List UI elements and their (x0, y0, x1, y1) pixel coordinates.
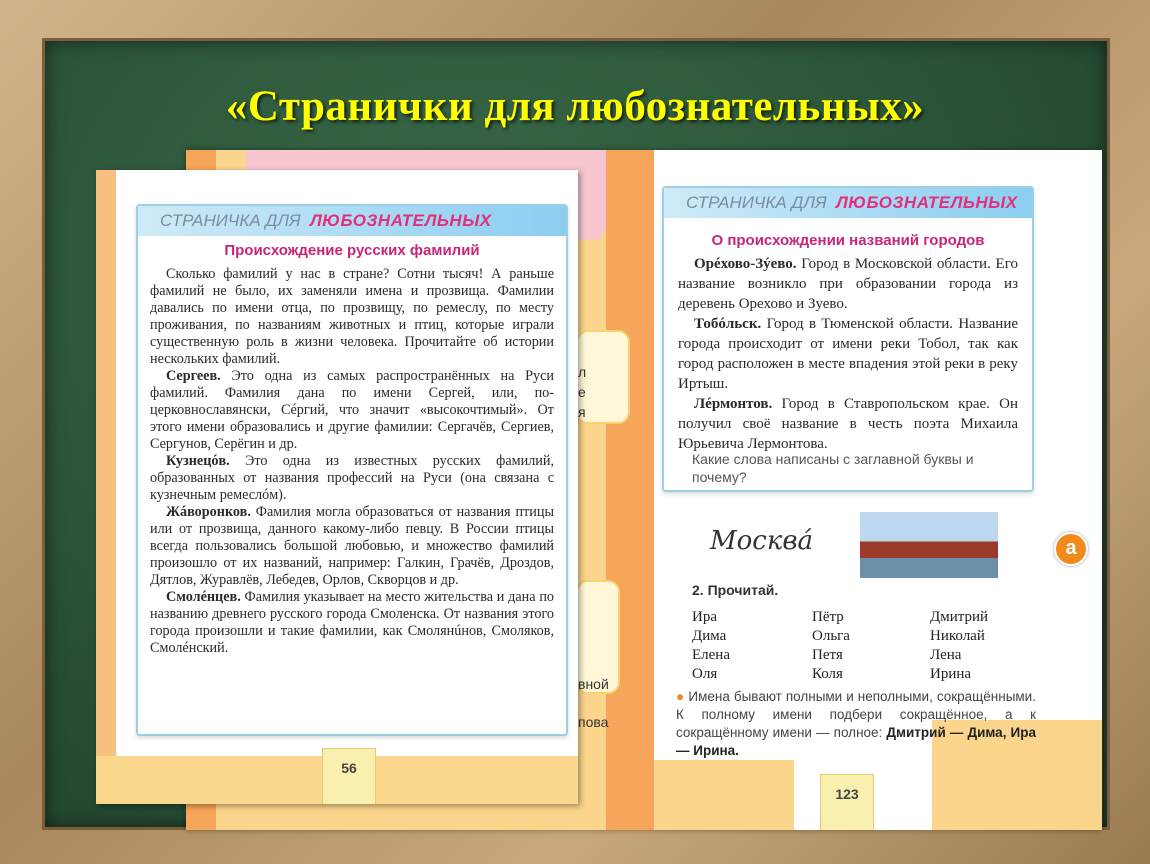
paragraph: Город в Московской области. Его название возникло при образовании города из деревень Орехово и Зуево. (678, 256, 1018, 312)
term: Тобóльск. (694, 316, 762, 332)
paragraph: Сколько фамилий у нас в стране? Сотни тысяч! А раньше фамилий не было, их заменяли имена и прозвища. Фамилии давались по имени отца, по прозвищу, по ремеслу, по месту проживания, по названиям животных и птиц, которые играли существенную роль в жизни человека. Прочитайте об истории нескольких фамилий. (150, 266, 554, 367)
box-body (150, 266, 554, 657)
term: Жáворонков. (166, 504, 251, 520)
text-fragment: вной (578, 676, 609, 692)
header-label: СТРАНИЧКА ДЛЯ (686, 193, 827, 212)
box-subtitle: О происхождении названий городов (711, 232, 985, 249)
box-question: Какие слова написаны с заглавной буквы и почему? (692, 451, 974, 485)
slide-title: «Странички для любознательных» (225, 83, 925, 130)
term: Лéрмонтов. (694, 396, 773, 412)
curiosity-box-cities (662, 186, 1034, 492)
letter-a-icon: а (1054, 532, 1088, 566)
note-example: Дмитрий — Дима, Ира — Ирина. (676, 725, 1036, 758)
names-column-2 (812, 608, 850, 684)
name-item: Ира (692, 609, 717, 625)
header-label-colored: ЛЮБОЗНАТЕЛЬНЫХ (836, 193, 1018, 212)
name-item: Дима (692, 628, 727, 644)
handwritten-word: Москвá (710, 526, 813, 556)
text-fragment: е (578, 384, 586, 400)
right-page (654, 150, 1102, 830)
page-number: 123 (820, 774, 874, 830)
bullet-icon: ● (676, 689, 685, 704)
header-label-colored: ЛЮБОЗНАТЕЛЬНЫХ (310, 211, 492, 230)
name-item: Коля (812, 666, 843, 682)
text-fragment: пова (578, 714, 609, 730)
task-title: 2. Прочитай. (692, 582, 779, 598)
page-number: 56 (322, 748, 376, 804)
paragraph: Это одна из самых распространённых на Руси фамилий. Фамилия дана по имени Сергей, или, по-церковнославянски, Сéргий, что значит «высокочтимый». От этого имени образовались и другие фамилии: Сергачёв, Сергиев, Сергунов, Серёгин и др. (150, 368, 554, 452)
term: Кузнецóв. (166, 453, 230, 469)
name-item: Оля (692, 666, 718, 682)
name-item: Петя (812, 647, 843, 663)
name-item: Дмитрий (930, 609, 989, 625)
curiosity-box-surnames (136, 204, 568, 736)
paragraph: Фамилия могла образоваться от названия птицы или от прозвища, данного какому-либо певцу. В России птицы всегда пользовались большой любовью, и множество фамилий произошло от их названий, например: Галкин, Грачёв, Дроздов, Дятлов, Журавлёв, Лебедев, Орлов, Скворцов и др. (150, 504, 554, 588)
name-item: Ольга (812, 628, 850, 644)
box-body (678, 254, 1018, 454)
box-header (138, 206, 566, 236)
header-label: СТРАНИЧКА ДЛЯ (160, 211, 301, 230)
paragraph: Это одна из известных русских фамилий, образованных от названия профессий на Руси (она связана с кузнечным ремеслóм). (150, 453, 555, 503)
term: Смолéнцев. (166, 589, 241, 605)
term: Орéхово-Зýево. (694, 256, 797, 272)
left-page (96, 170, 578, 804)
text-fragment: я (578, 404, 586, 420)
task-note (676, 688, 1036, 760)
paragraph: Город в Ставропольском крае. Он получил своё название в честь поэта Михаила Юрьевича Лермонтова. (678, 396, 1019, 452)
page-decoration (654, 760, 794, 830)
paragraph: Город в Тюменской области. Название города происходит от имени реки Тобол, так как город расположен в месте впадения этой реки в реку Иртыш. (678, 316, 1019, 392)
note-text: Имена бывают полными и неполными, сокращёнными. К полному имени подбери сокращённое, а к сокращённому имени — полное: (676, 689, 1036, 740)
names-column-1 (692, 608, 730, 684)
name-item: Лена (930, 647, 962, 663)
name-item: Николай (930, 628, 985, 644)
text-fragment: л (578, 364, 587, 380)
term: Сергеев. (166, 368, 221, 384)
kremlin-photo (860, 512, 998, 578)
name-item: Ирина (930, 666, 972, 682)
paragraph: Фамилия указывает на место жительства и дана по названию древнего русского города Смоленска. От названия этого города произошли и такие фамилии, как Смолянúнов, Смоляков, Смолéнский. (150, 589, 555, 656)
name-item: Елена (692, 647, 730, 663)
box-subtitle: Происхождение русских фамилий (224, 242, 480, 259)
name-item: Пётр (812, 609, 844, 625)
names-column-3 (930, 608, 988, 684)
box-header (664, 188, 1032, 218)
